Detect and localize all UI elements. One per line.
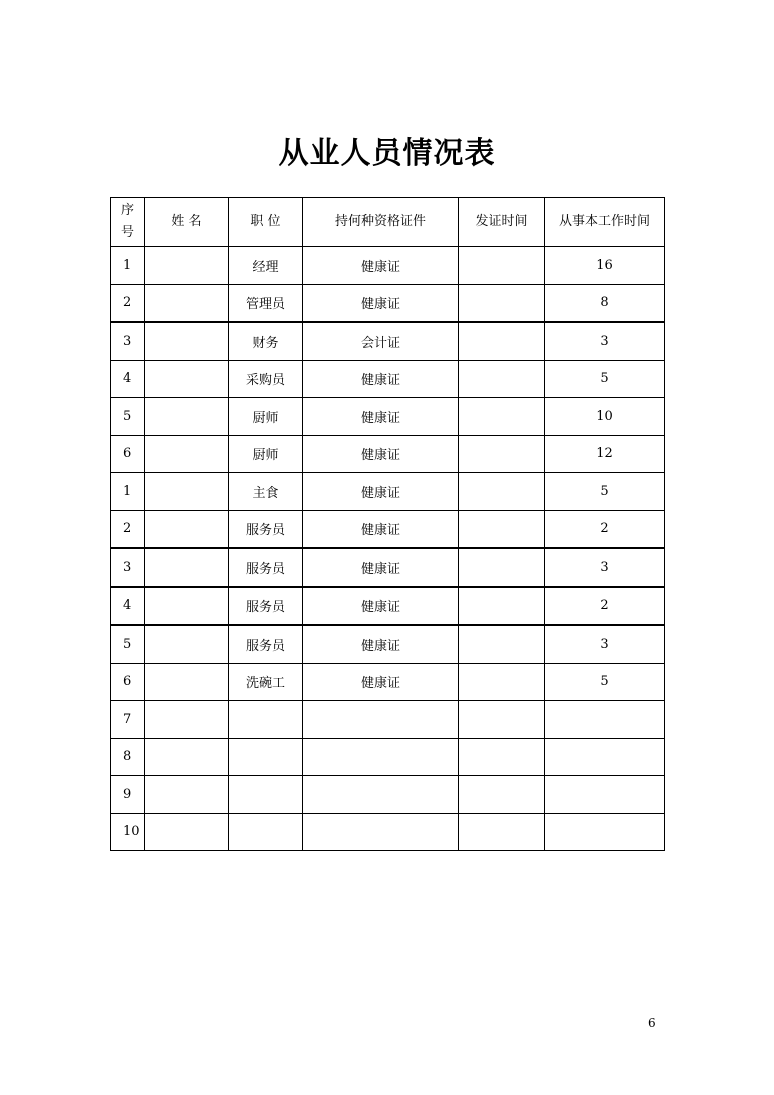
page-title: 从业人员情况表	[278, 136, 496, 171]
row-position: 财务	[229, 322, 303, 360]
header-seq-label: 序号	[120, 203, 134, 240]
table-row	[111, 398, 665, 436]
row-issue-date	[459, 510, 545, 548]
row-years: 3	[545, 548, 665, 587]
row-issue-date	[459, 663, 545, 701]
row-seq: 7	[111, 701, 145, 739]
table-row	[111, 701, 665, 739]
row-name	[145, 701, 229, 739]
row-name	[145, 322, 229, 360]
row-issue-date	[459, 776, 545, 814]
row-seq: 1	[111, 473, 145, 511]
row-certificate	[303, 813, 459, 851]
row-name	[145, 247, 229, 285]
row-years: 5	[545, 360, 665, 398]
row-years	[545, 701, 665, 739]
table-row	[111, 625, 665, 663]
row-years: 8	[545, 284, 665, 322]
row-issue-date	[459, 247, 545, 285]
header-issue-date: 发证时间	[459, 198, 545, 247]
row-years: 12	[545, 435, 665, 473]
row-years	[545, 738, 665, 776]
header-position: 职 位	[229, 198, 303, 247]
row-certificate: 会计证	[303, 322, 459, 360]
row-position	[229, 701, 303, 739]
table-row	[111, 813, 665, 851]
page-number: 6	[648, 1016, 656, 1030]
row-seq: 2	[111, 510, 145, 548]
row-issue-date	[459, 587, 545, 626]
row-certificate	[303, 701, 459, 739]
row-name	[145, 284, 229, 322]
row-seq: 6	[111, 663, 145, 701]
table-row	[111, 435, 665, 473]
row-issue-date	[459, 701, 545, 739]
row-seq: 5	[111, 398, 145, 436]
row-position: 经理	[229, 247, 303, 285]
row-years: 10	[545, 398, 665, 436]
row-certificate: 健康证	[303, 284, 459, 322]
row-name	[145, 398, 229, 436]
row-position: 洗碗工	[229, 663, 303, 701]
row-name	[145, 360, 229, 398]
table-row	[111, 776, 665, 814]
row-issue-date	[459, 473, 545, 511]
row-name	[145, 738, 229, 776]
row-years: 5	[545, 473, 665, 511]
table-row	[111, 510, 665, 548]
row-certificate: 健康证	[303, 360, 459, 398]
row-seq: 6	[111, 435, 145, 473]
row-years: 2	[545, 510, 665, 548]
row-issue-date	[459, 548, 545, 587]
row-issue-date	[459, 813, 545, 851]
row-position: 厨师	[229, 398, 303, 436]
row-position	[229, 776, 303, 814]
row-certificate: 健康证	[303, 473, 459, 511]
table-row	[111, 322, 665, 360]
table-row	[111, 247, 665, 285]
row-issue-date	[459, 738, 545, 776]
row-certificate	[303, 776, 459, 814]
row-issue-date	[459, 322, 545, 360]
row-seq: 2	[111, 284, 145, 322]
row-issue-date	[459, 625, 545, 663]
row-position: 服务员	[229, 510, 303, 548]
row-position	[229, 738, 303, 776]
row-seq: 8	[111, 738, 145, 776]
row-certificate: 健康证	[303, 247, 459, 285]
row-position: 厨师	[229, 435, 303, 473]
row-seq: 9	[111, 776, 145, 814]
row-issue-date	[459, 435, 545, 473]
row-seq: 4	[111, 587, 145, 626]
row-position: 服务员	[229, 625, 303, 663]
row-issue-date	[459, 284, 545, 322]
row-certificate: 健康证	[303, 510, 459, 548]
row-years: 5	[545, 663, 665, 701]
row-position	[229, 813, 303, 851]
staff-table	[110, 197, 665, 851]
row-certificate: 健康证	[303, 663, 459, 701]
row-years: 16	[545, 247, 665, 285]
table-row	[111, 548, 665, 587]
row-years: 3	[545, 322, 665, 360]
header-years: 从事本工作时间	[545, 198, 665, 247]
row-name	[145, 510, 229, 548]
row-certificate: 健康证	[303, 548, 459, 587]
row-position: 服务员	[229, 587, 303, 626]
row-seq: 3	[111, 548, 145, 587]
table-row	[111, 738, 665, 776]
row-position: 服务员	[229, 548, 303, 587]
table-row	[111, 284, 665, 322]
row-issue-date	[459, 398, 545, 436]
table-row	[111, 360, 665, 398]
row-certificate: 健康证	[303, 435, 459, 473]
row-position: 主食	[229, 473, 303, 511]
row-name	[145, 663, 229, 701]
row-certificate: 健康证	[303, 587, 459, 626]
row-years: 2	[545, 587, 665, 626]
row-seq: 1	[111, 247, 145, 285]
header-seq	[111, 198, 145, 247]
row-name	[145, 776, 229, 814]
row-certificate	[303, 738, 459, 776]
row-years	[545, 776, 665, 814]
row-certificate: 健康证	[303, 625, 459, 663]
row-position: 管理员	[229, 284, 303, 322]
table-row	[111, 587, 665, 626]
row-name	[145, 435, 229, 473]
row-name	[145, 625, 229, 663]
row-position: 采购员	[229, 360, 303, 398]
table-row	[111, 663, 665, 701]
row-seq: 4	[111, 360, 145, 398]
table-header-row	[111, 198, 665, 247]
row-years: 3	[545, 625, 665, 663]
row-name	[145, 813, 229, 851]
table-row	[111, 473, 665, 511]
row-name	[145, 473, 229, 511]
row-seq: 3	[111, 322, 145, 360]
row-issue-date	[459, 360, 545, 398]
row-name	[145, 587, 229, 626]
row-years	[545, 813, 665, 851]
row-name	[145, 548, 229, 587]
header-certificate: 持何种资格证件	[303, 198, 459, 247]
row-certificate: 健康证	[303, 398, 459, 436]
row-seq: 5	[111, 625, 145, 663]
header-name: 姓 名	[145, 198, 229, 247]
row-seq: 10	[111, 813, 145, 851]
